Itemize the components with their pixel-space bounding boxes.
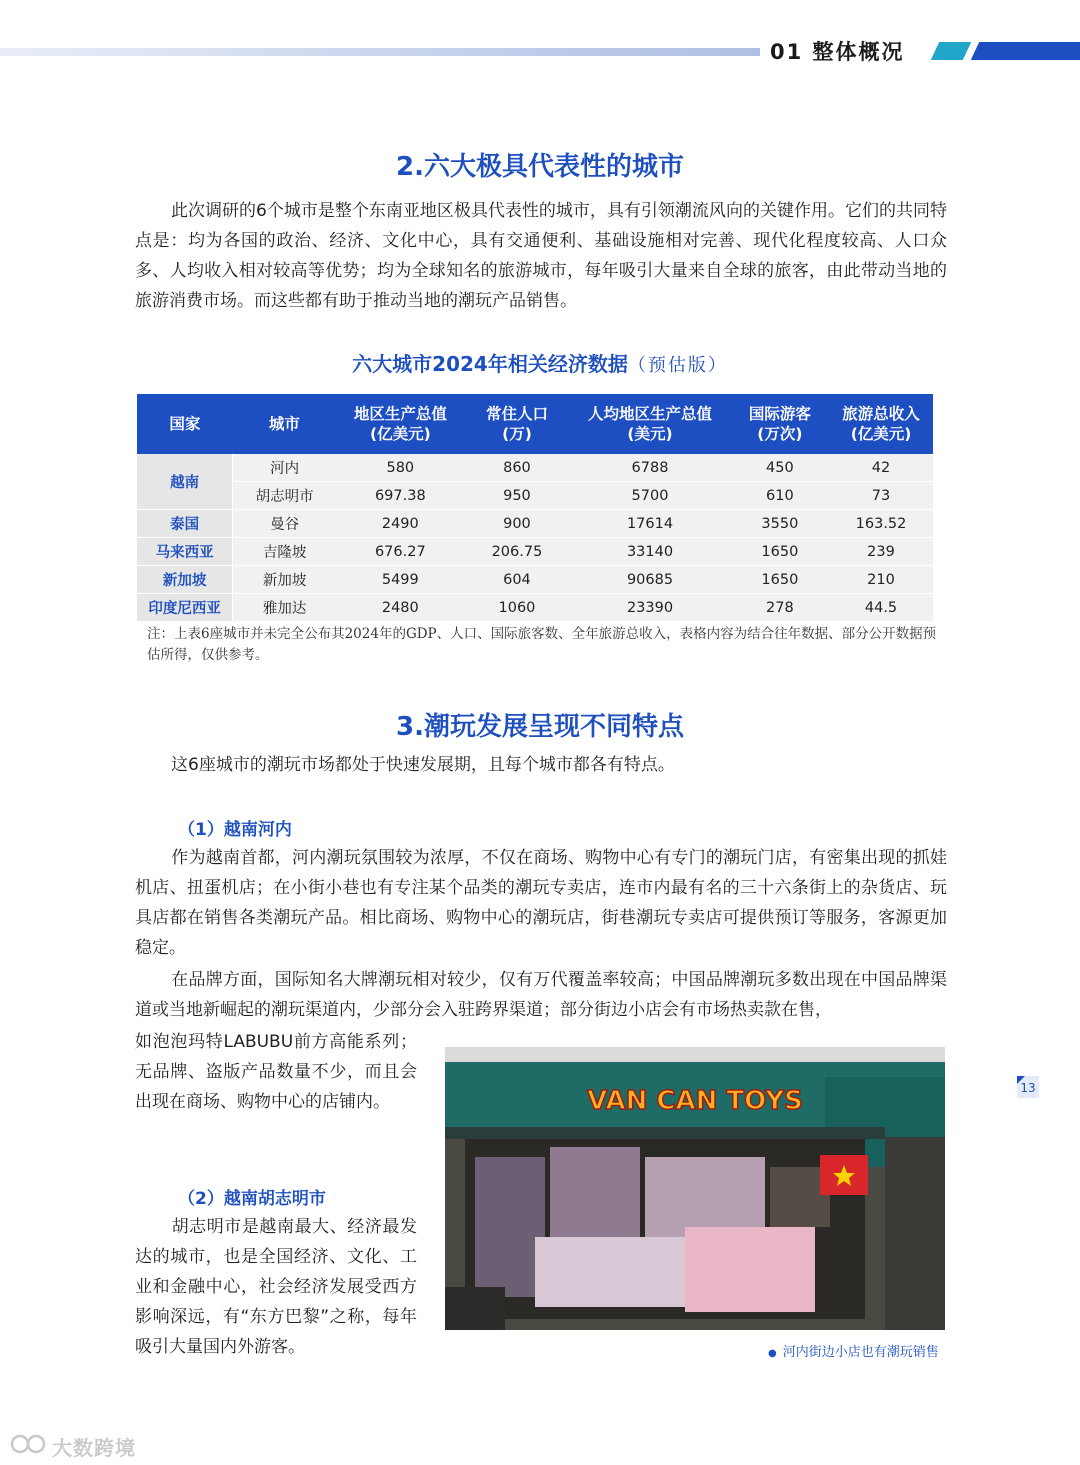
gdp-cell: 5499 bbox=[336, 566, 464, 594]
section2-paragraph: 此次调研的6个城市是整个东南亚地区极具代表性的城市，具有引领潮流风向的关键作用。它们的共同特点是：均为各国的政治、经济、文化中心，具有交通便利、基础设施相对完善、现代化程度较高、人口众多、人均收入相对较高等优势；均为全球知名的旅游城市，每年吸引大量来自全球的旅客，由此带动当地的旅游消费市场。而这些都有助于推动当地的潮玩产品销售。 bbox=[135, 201, 947, 311]
population-cell: 604 bbox=[465, 566, 570, 594]
gdp-per-capita-cell: 90685 bbox=[569, 566, 730, 594]
table-title: 六大城市2024年相关经济数据（预估版） bbox=[352, 352, 728, 376]
header-accent-bar-blue bbox=[971, 42, 1080, 60]
city-cell: 吉隆坡 bbox=[233, 538, 336, 566]
country-cell: 马来西亚 bbox=[137, 538, 233, 566]
tourists-cell: 3550 bbox=[731, 510, 829, 538]
hanoi-paragraph-2-cont: 如泡泡玛特LABUBU前方高能系列；无品牌、盗版产品数量不少，而且会出现在商场、购物中心的店铺内。 bbox=[135, 1032, 417, 1112]
table-row bbox=[137, 566, 933, 594]
header-gdp-per-capita: 人均地区生产总值 (美元) bbox=[569, 394, 730, 454]
gdp-cell: 697.38 bbox=[336, 482, 464, 510]
watermark-logo-icon bbox=[10, 1432, 48, 1456]
table-row bbox=[137, 454, 933, 482]
gdp-cell: 2480 bbox=[336, 594, 464, 622]
hanoi-paragraph-1: 作为越南首都，河内潮玩氛围较为浓厚，不仅在商场、购物中心有专门的潮玩门店，有密集出现的抓娃机店、扭蛋机店；在小街小巷也有专注某个品类的潮玩专卖店，连市内最有名的三十六条街上的杂货店、玩具店都在销售各类潮玩产品。相比商场、购物中心的潮玩店，街巷潮玩专卖店可提供预订等服务，客源更加稳定。 bbox=[135, 848, 947, 958]
city-cell: 雅加达 bbox=[233, 594, 336, 622]
city-cell: 河内 bbox=[233, 454, 336, 482]
economic-data-table bbox=[137, 394, 933, 622]
section3-heading: 3.潮玩发展呈现不同特点 bbox=[396, 712, 684, 742]
population-cell: 950 bbox=[465, 482, 570, 510]
table-note: 注：上表6座城市并未完全公布其2024年的GDP、人口、国际旅客数、全年旅游总收入，表格内容为结合往年数据、部分公开数据预估所得，仅供参考。 bbox=[147, 626, 937, 663]
subsection-hanoi-title: （1）越南河内 bbox=[178, 820, 292, 840]
tourists-cell: 610 bbox=[731, 482, 829, 510]
gdp-per-capita-cell: 5700 bbox=[569, 482, 730, 510]
header-city: 城市 bbox=[233, 394, 336, 454]
header-rule bbox=[0, 48, 760, 56]
country-cell: 新加坡 bbox=[137, 566, 233, 594]
photo-caption: ● 河内街边小店也有潮玩销售 bbox=[768, 1345, 939, 1360]
watermark-text: 大数跨境 bbox=[52, 1436, 136, 1460]
tourists-cell: 278 bbox=[731, 594, 829, 622]
section3-intro: 这6座城市的潮玩市场都处于快速发展期，且每个城市都各有特点。 bbox=[171, 755, 675, 775]
header-country: 国家 bbox=[137, 394, 233, 454]
toy-shop-illustration bbox=[445, 1047, 945, 1330]
store-sign-text: VAN CAN TOYS bbox=[587, 1086, 803, 1116]
tourism-income-cell: 44.5 bbox=[829, 594, 933, 622]
hcmc-paragraph: 胡志明市是越南最大、经济最发达的城市，也是全国经济、文化、工业和金融中心，社会经济发展受西方影响深远，有“东方巴黎”之称，每年吸引大量国内外游客。 bbox=[135, 1217, 417, 1357]
page-number-corner-mark bbox=[1017, 1076, 1025, 1084]
section-title: 01 整体概况 bbox=[770, 40, 905, 64]
gdp-per-capita-cell: 23390 bbox=[569, 594, 730, 622]
bullet-icon: ● bbox=[768, 1348, 777, 1359]
tourism-income-cell: 42 bbox=[829, 454, 933, 482]
population-cell: 206.75 bbox=[465, 538, 570, 566]
country-cell: 泰国 bbox=[137, 510, 233, 538]
header-population: 常住人口 (万) bbox=[465, 394, 570, 454]
country-cell: 越南 bbox=[137, 454, 233, 510]
gdp-per-capita-cell: 17614 bbox=[569, 510, 730, 538]
subsection-hcmc-title: （2）越南胡志明市 bbox=[178, 1189, 326, 1209]
tourists-cell: 1650 bbox=[731, 566, 829, 594]
tourism-income-cell: 210 bbox=[829, 566, 933, 594]
gdp-per-capita-cell: 33140 bbox=[569, 538, 730, 566]
header-tourists: 国际游客 (万次) bbox=[731, 394, 829, 454]
gdp-cell: 580 bbox=[336, 454, 464, 482]
population-cell: 900 bbox=[465, 510, 570, 538]
table-row bbox=[137, 538, 933, 566]
tourism-income-cell: 163.52 bbox=[829, 510, 933, 538]
tourists-cell: 450 bbox=[731, 454, 829, 482]
header-accent-bar bbox=[931, 42, 971, 60]
toy-shop-photo bbox=[445, 1047, 945, 1330]
population-cell: 1060 bbox=[465, 594, 570, 622]
city-cell: 胡志明市 bbox=[233, 482, 336, 510]
page-number: 13 bbox=[1017, 1076, 1039, 1098]
table-row bbox=[137, 482, 933, 510]
tourists-cell: 1650 bbox=[731, 538, 829, 566]
gdp-cell: 676.27 bbox=[336, 538, 464, 566]
tourism-income-cell: 239 bbox=[829, 538, 933, 566]
header-tourism-income: 旅游总收入 (亿美元) bbox=[829, 394, 933, 454]
table-row bbox=[137, 594, 933, 622]
table-header-row bbox=[137, 394, 933, 454]
hanoi-paragraph-2: 在品牌方面，国际知名大牌潮玩相对较少，仅有万代覆盖率较高；中国品牌潮玩多数出现在中国品牌渠道或当地新崛起的潮玩渠道内，少部分会入驻跨界渠道；部分街边小店会有市场热卖款在售， bbox=[135, 970, 947, 1020]
gdp-per-capita-cell: 6788 bbox=[569, 454, 730, 482]
header-gdp: 地区生产总值 (亿美元) bbox=[336, 394, 464, 454]
tourism-income-cell: 73 bbox=[829, 482, 933, 510]
table-row bbox=[137, 510, 933, 538]
gdp-cell: 2490 bbox=[336, 510, 464, 538]
population-cell: 860 bbox=[465, 454, 570, 482]
city-cell: 新加坡 bbox=[233, 566, 336, 594]
country-cell: 印度尼西亚 bbox=[137, 594, 233, 622]
section2-heading: 2.六大极具代表性的城市 bbox=[396, 152, 684, 182]
city-cell: 曼谷 bbox=[233, 510, 336, 538]
